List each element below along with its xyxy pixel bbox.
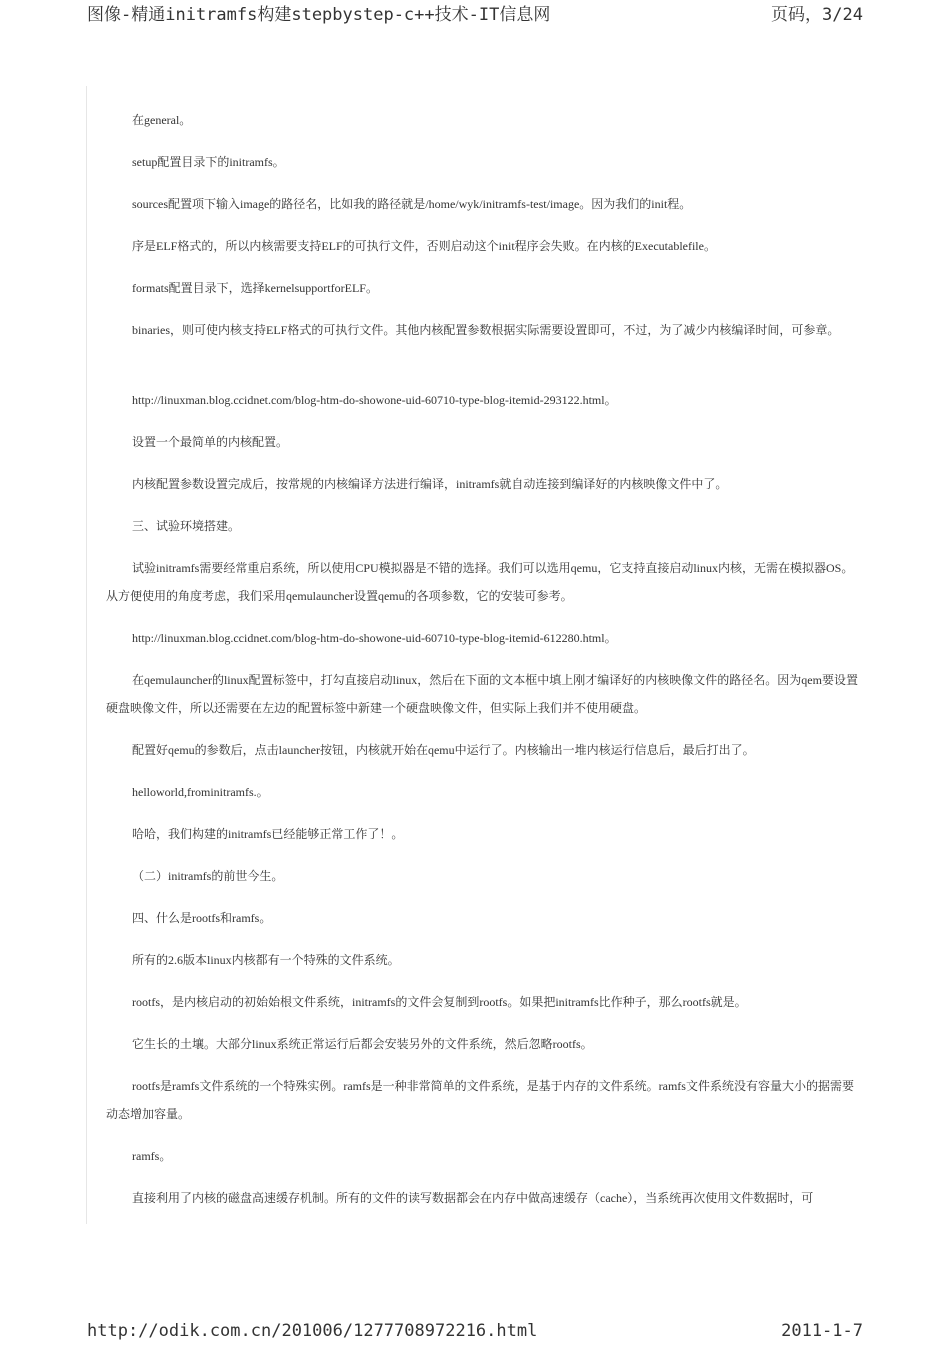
paragraph: 试验initramfs需要经常重启系统，所以使用CPU模拟器是不错的选择。我们可以选用qemu，它支持直接启动linux内核，无需在模拟器OS。从方便使用的角度考虑，我们采用qemulauncher设置qemu的各项参数，它的安装可参考。 [106, 561, 854, 603]
article-body [106, 106, 864, 1212]
paragraph: helloworld,frominitramfs.。 [132, 785, 269, 799]
content-frame [86, 86, 864, 1224]
paragraph: 设置一个最简单的内核配置。 [132, 435, 289, 449]
page-url: http://odik.com.cn/201006/1277708972216.html [87, 1321, 538, 1341]
paragraph: 它生长的土壤。大部分linux系统正常运行后都会安装另外的文件系统，然后忽略rootfs。 [132, 1037, 593, 1051]
paragraph: 内核配置参数设置完成后，按常规的内核编译方法进行编译，initramfs就自动连接到编译好的内核映像文件中了。 [132, 477, 728, 491]
paragraph: setup配置目录下的initramfs。 [132, 155, 285, 169]
paragraph: rootfs，是内核启动的初始始根文件系统，initramfs的文件会复制到rootfs。如果把initramfs比作种子，那么rootfs就是。 [132, 995, 747, 1009]
paragraph: formats配置目录下，选择kernelsupportforELF。 [132, 281, 378, 295]
paragraph: 配置好qemu的参数后，点击launcher按钮，内核就开始在qemu中运行了。内核输出一堆内核运行信息后，最后打出了。 [132, 743, 755, 757]
link-paragraph: http://linuxman.blog.ccidnet.com/blog-htm-do-showone-uid-60710-type-blog-itemid-612280.html。 [132, 631, 617, 645]
paragraph: 在qemulauncher的linux配置标签中，打勾直接启动linux，然后在下面的文本框中填上刚才编译好的内核映像文件的路径名。因为qem要设置硬盘映像文件，所以还需要在左边的配置标签中新建一个硬盘映像文件，但实际上我们并不使用硬盘。 [106, 673, 858, 715]
paragraph: binaries，则可使内核支持ELF格式的可执行文件。其他内核配置参数根据实际需要设置即可，不过，为了减少内核编译时间，可参章。 [132, 323, 840, 337]
paragraph: ramfs。 [132, 1149, 172, 1163]
paragraph: 序是ELF格式的，所以内核需要支持ELF的可执行文件，否则启动这个init程序会失败。在内核的Executablefile。 [132, 239, 716, 253]
paragraph: 哈哈，我们构建的initramfs已经能够正常工作了！。 [132, 827, 404, 841]
paragraph: 直接利用了内核的磁盘高速缓存机制。所有的文件的读写数据都会在内存中做高速缓存（cache），当系统再次使用文件数据时，可 [132, 1191, 814, 1205]
page-number: 页码，3/24 [771, 5, 863, 25]
section-heading: 四、什么是rootfs和ramfs。 [132, 911, 272, 925]
section-heading: 三、试验环境搭建。 [132, 519, 241, 533]
paragraph: 所有的2.6版本linux内核都有一个特殊的文件系统。 [132, 953, 400, 967]
print-footer [87, 1321, 863, 1343]
document-title: 图像-精通initramfs构建stepbystep-c++技术-IT信息网 [87, 5, 551, 25]
print-header [87, 0, 863, 25]
paragraph: rootfs是ramfs文件系统的一个特殊实例。ramfs是一种非常简单的文件系统，是基于内存的文件系统。ramfs文件系统没有容量大小的据需要动态增加容量。 [106, 1079, 854, 1121]
paragraph: 在general。 [132, 113, 192, 127]
link-paragraph: http://linuxman.blog.ccidnet.com/blog-htm-do-showone-uid-60710-type-blog-itemid-293122.html。 [132, 393, 617, 407]
section-heading: （二）initramfs的前世今生。 [132, 869, 284, 883]
print-date: 2011-1-7 [781, 1321, 863, 1341]
paragraph: sources配置项下输入image的路径名，比如我的路径就是/home/wyk/initramfs-test/image。因为我们的init程。 [132, 197, 692, 211]
